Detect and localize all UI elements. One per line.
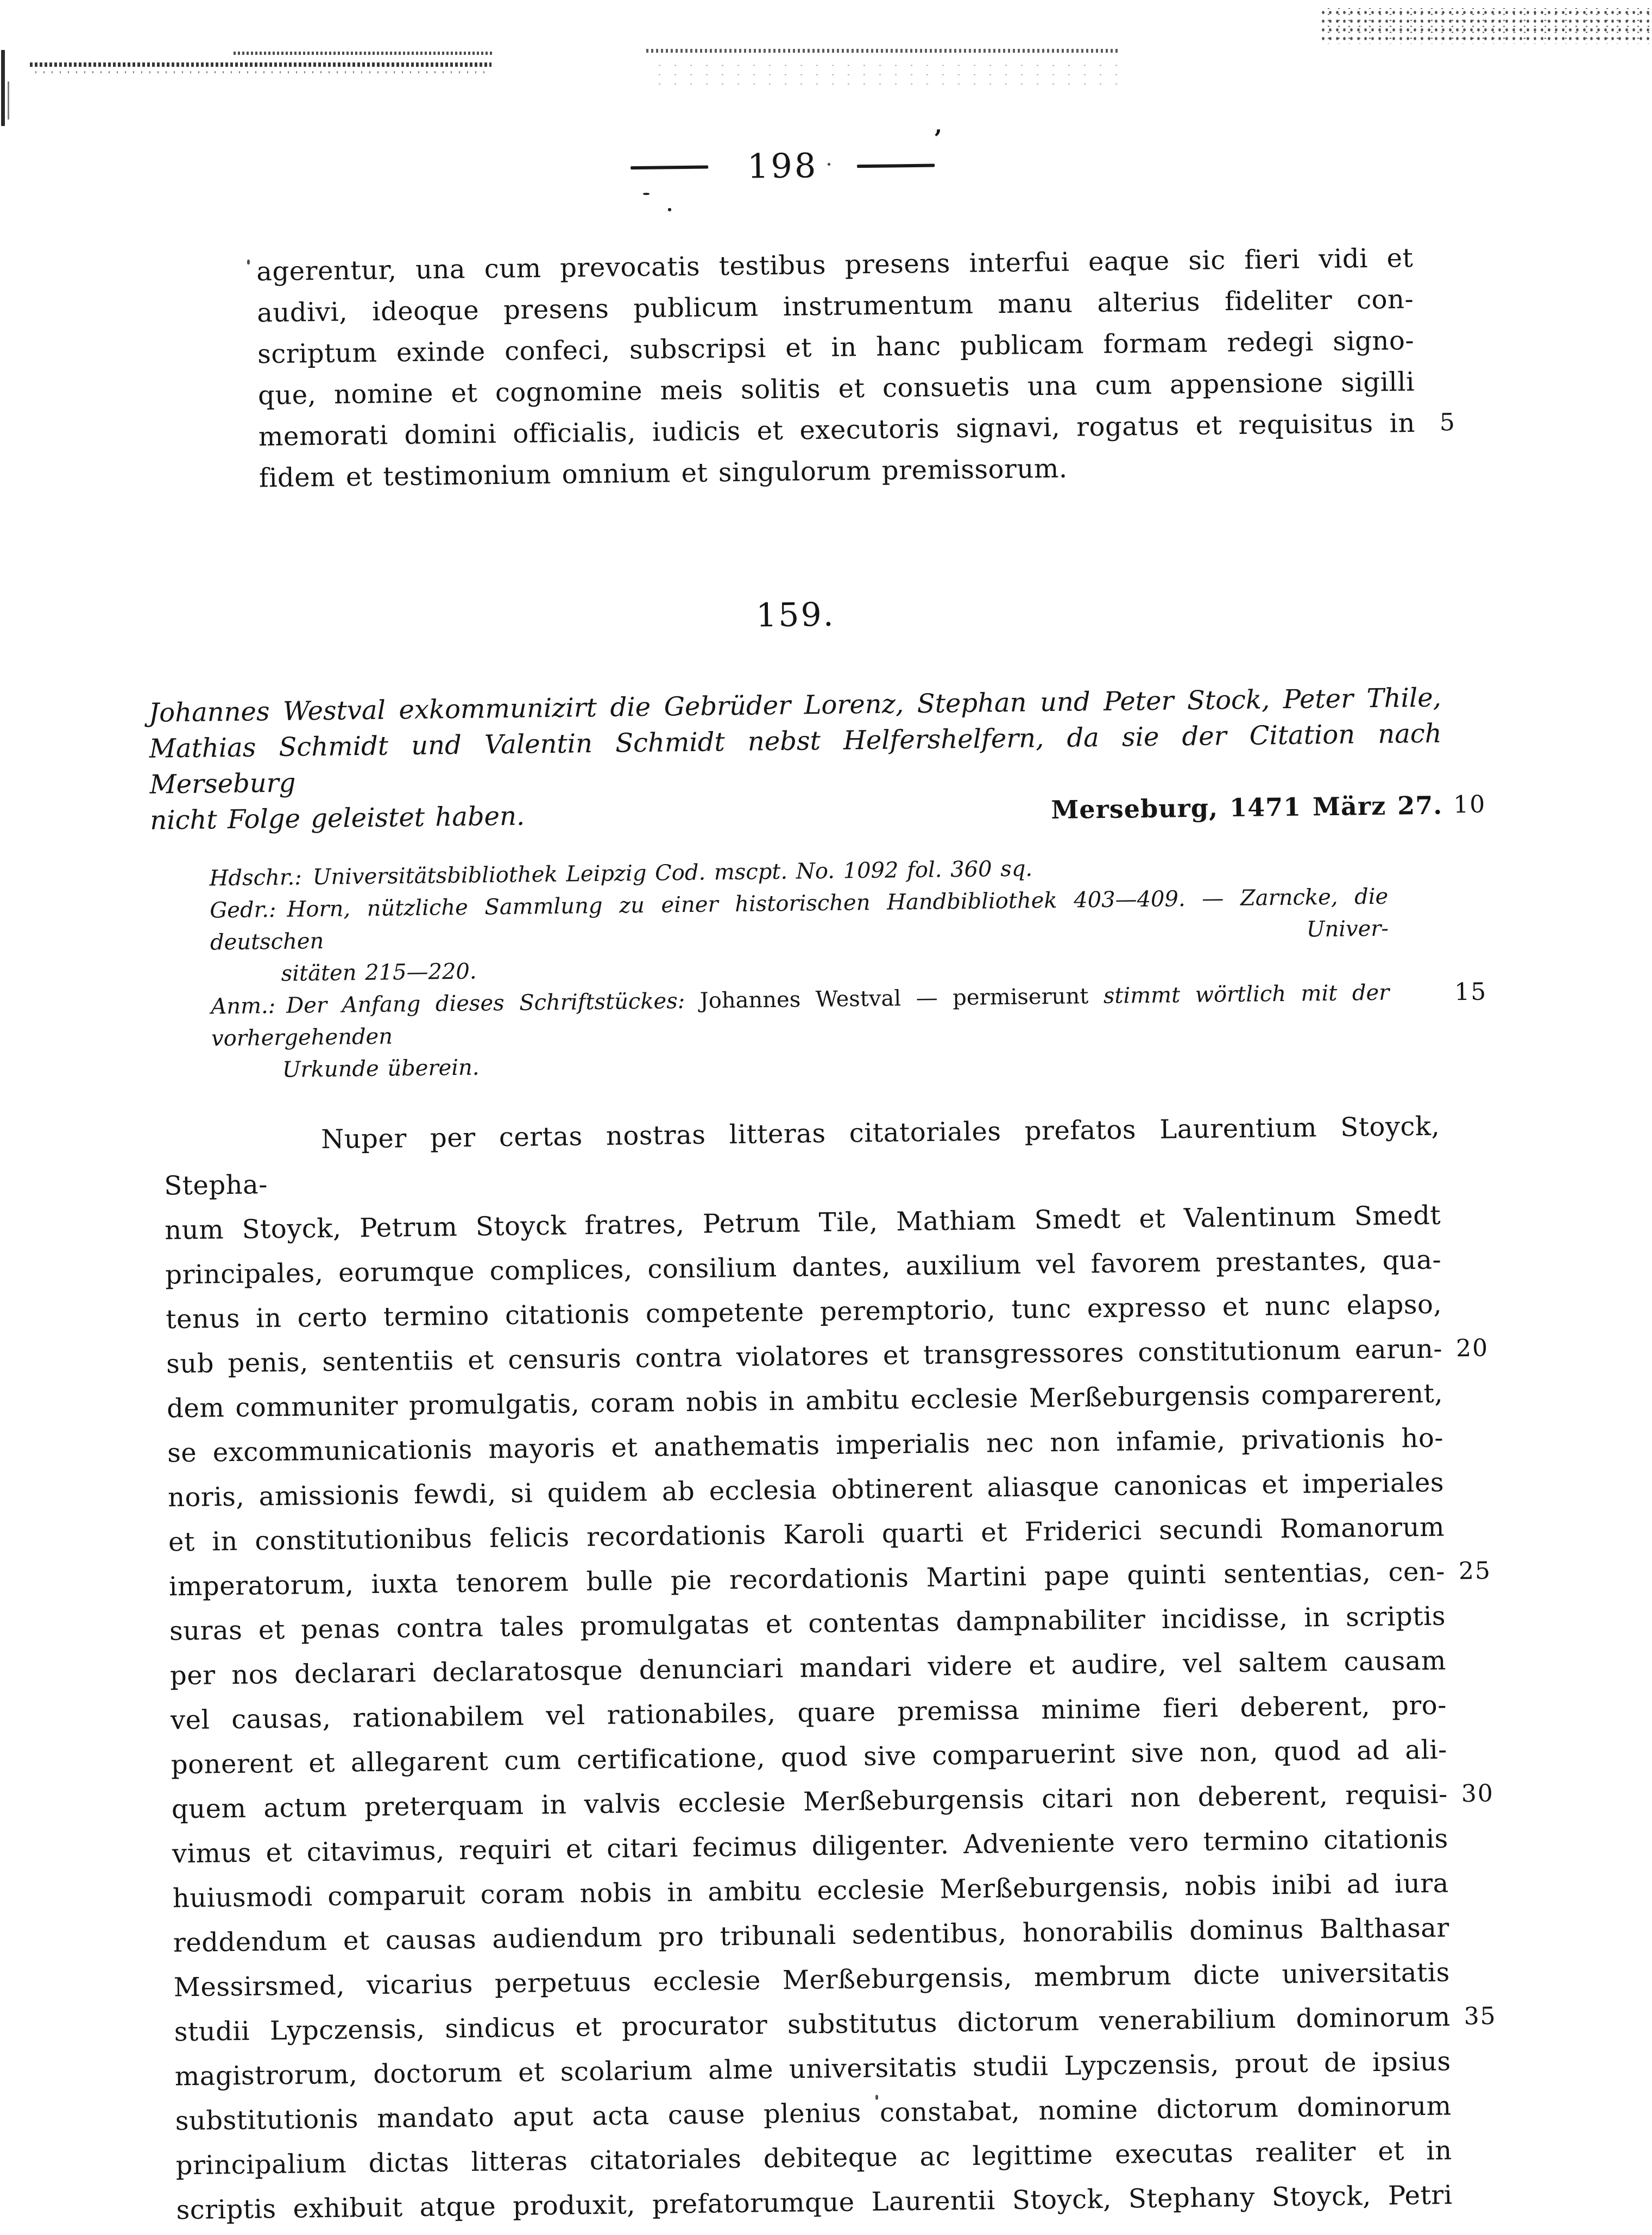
note-label: Anm.: (211, 993, 276, 1019)
place-date-line: Merseburg, 1471 März 27. (1051, 790, 1443, 825)
note-label: Gedr.: (210, 897, 276, 923)
text-line: que, nomine et cognomine meis solitis et consuetis una cum appensione sigilli (257, 367, 1415, 411)
text-line: et in constitutionibus felicis recordationis Karoli quarti et Friderici secundi Romanorum (168, 1512, 1445, 1558)
text-line: scriptis exhibuit atque produxit, prefatorumque Laurentii Stoyck, Stephany Stoyck, Petri (176, 2180, 1453, 2226)
text-line: num Stoyck, Petrum Stoyck fratres, Petrum Tile, Mathiam Smedt et Valentinum Smedt (164, 1200, 1441, 1246)
document-number: 159. (755, 595, 836, 635)
text-line: principalium dictas litteras citatoriales debiteque ac legittime executas realiter et in (175, 2135, 1452, 2181)
text-line: Hdschr.: Universitätsbibliothek Leipzig Cod. mscpt. No. 1092 fol. 360 sq. (209, 856, 1033, 891)
text-line: principales, eorumque complices, consilium dantes, auxilium vel favorem prestantes, qua- (165, 1244, 1442, 1290)
header-rule-left (630, 165, 708, 169)
text-line: vimus et citavimus, requiri et citari fecimus diligenter. Adveniente vero termino citationis (172, 1823, 1449, 1869)
text-line: substitutionis mandato aput acta cause plenius constabat, nomine dictorum dominorum (175, 2091, 1452, 2137)
text-line: audivi, ideoque presens publicum instrumentum manu alterius fideliter con- (256, 284, 1414, 329)
previous-document-closing-paragraph (256, 237, 1456, 499)
note-label: Hdschr.: (209, 865, 302, 891)
margin-line-number: 20 (1455, 1334, 1489, 1363)
margin-line-number: 5 (1439, 408, 1456, 437)
margin-line-number: 15 (1454, 978, 1487, 1006)
text-line: reddendum et causas audiendum pro tribunali sedentibus, honorabilis dominus Balthasar (173, 1912, 1450, 1959)
text-line: vel causas, rationabilem vel rationabiles, quare premissa minime fieri deberent, pro- (170, 1690, 1447, 1736)
text-line: huiusmodi comparuit coram nobis in ambitu ecclesie Merßeburgensis, nobis inibi ad iura (172, 1868, 1449, 1914)
text-segment: stimmt wörtlich mit der vorhergehenden (211, 980, 1390, 1052)
text-line: Johannes Westval exkommunizirt die Gebrüder Lorenz, Stephan und Peter Stock, Peter Thile, (148, 682, 1442, 728)
header-rule-right (857, 164, 935, 168)
text-line: noris, amissionis fewdi, si quidem ab ecclesia obtinerent aliasque canonicas et imperiales (167, 1467, 1445, 1513)
text-line: Nuper per certas nostras litteras citatoriales prefatos Laurentium Stoyck, Stepha- (163, 1111, 1440, 1201)
page-number: 198 (747, 146, 818, 186)
text-line: tenus in certo termino citationis competente peremptorio, tunc expresso et nunc elapso, (165, 1289, 1442, 1335)
source-notes (209, 849, 1487, 1087)
margin-line-number: 35 (1464, 2002, 1497, 2031)
header-rule-right-wrap (857, 125, 943, 184)
page-header (0, 125, 1609, 194)
text-line: sub penis, sententiis et censuris contra violatores et transgressores constitutionum earun- 20 (166, 1327, 1443, 1387)
text-segment: Johannes Westval — permiserunt (699, 983, 1104, 1013)
text-line: magistrorum, doctorum et scolarium alme universitatis studii Lypczensis, prout de ipsius (174, 2046, 1451, 2092)
text-line: imperatorum, iuxta tenorem bulle pie recordationis Martini pape quinti sententias, cen- 25 (169, 1550, 1446, 1609)
text-line: agerentur, una cum prevocatis testibus presens interfui eaque sic fieri vidi et (256, 243, 1414, 287)
text-line: suras et penas contra tales promulgatas et contentas dampnabiliter incidisse, in scriptis (169, 1601, 1446, 1647)
text-line: Gedr.: Horn, nützliche Sammlung zu einer historischen Handbibliothek 403—409. — Zarncke, die deutschen Univer- (210, 884, 1389, 955)
text-line: se excommunicationis mayoris et anathematis imperialis nec non infamie, privationis ho- (167, 1422, 1444, 1469)
text-line: fidem et testimonium omnium et singulorum premissorum. (258, 453, 1068, 494)
text-line: quem actum preterquam in valvis ecclesie Merßeburgensis citari non deberent, requisi- 30 (171, 1772, 1448, 1832)
text-line: scriptum exinde confeci, subscripsi et in hanc publicam formam redegi signo- (257, 325, 1415, 370)
margin-line-number: 30 (1461, 1779, 1495, 1808)
header-tick-mark: ’ (934, 125, 943, 153)
text-line: memorati domini officialis, iudicis et executoris signavi, rogatus et requisitus in 5 (258, 402, 1416, 457)
document-body (163, 1104, 1497, 2233)
margin-line-number: 25 (1458, 1557, 1492, 1585)
margin-line-number: 10 (1453, 790, 1486, 819)
document-headnote (148, 680, 1486, 839)
text-line: Messirsmed, vicarius perpetuus ecclesie Merßeburgensis, membrum dicte universitatis (173, 1957, 1451, 2003)
headnote-left-text: nicht Folge geleistet haben. (150, 801, 525, 836)
text-line: Urkunde überein. (282, 1055, 480, 1082)
text-line: sitäten 215—220. (281, 959, 477, 986)
text-line: ponerent et allegarent cum certificatione, quod sive comparuerint sive non, quod ad ali- (171, 1734, 1448, 1780)
text-line: per nos declarari declaratosque denunciari mandari videre et audire, vel saltem causam (169, 1645, 1447, 1691)
text-line: Mathias Schmidt und Valentin Schmidt nebst Helfershelfern, da sie der Citation nach Merseburg (149, 718, 1442, 800)
text-segment: Der Anfang dieses Schriftstückes: (286, 988, 701, 1018)
text-line: dem communiter promulgatis, coram nobis in ambitu ecclesie Merßeburgensis comparerent, (166, 1378, 1443, 1424)
text-line: studii Lypczensis, sindicus et procurator substitutus dictorum venerabilium dominorum 35 (174, 1994, 1451, 2054)
